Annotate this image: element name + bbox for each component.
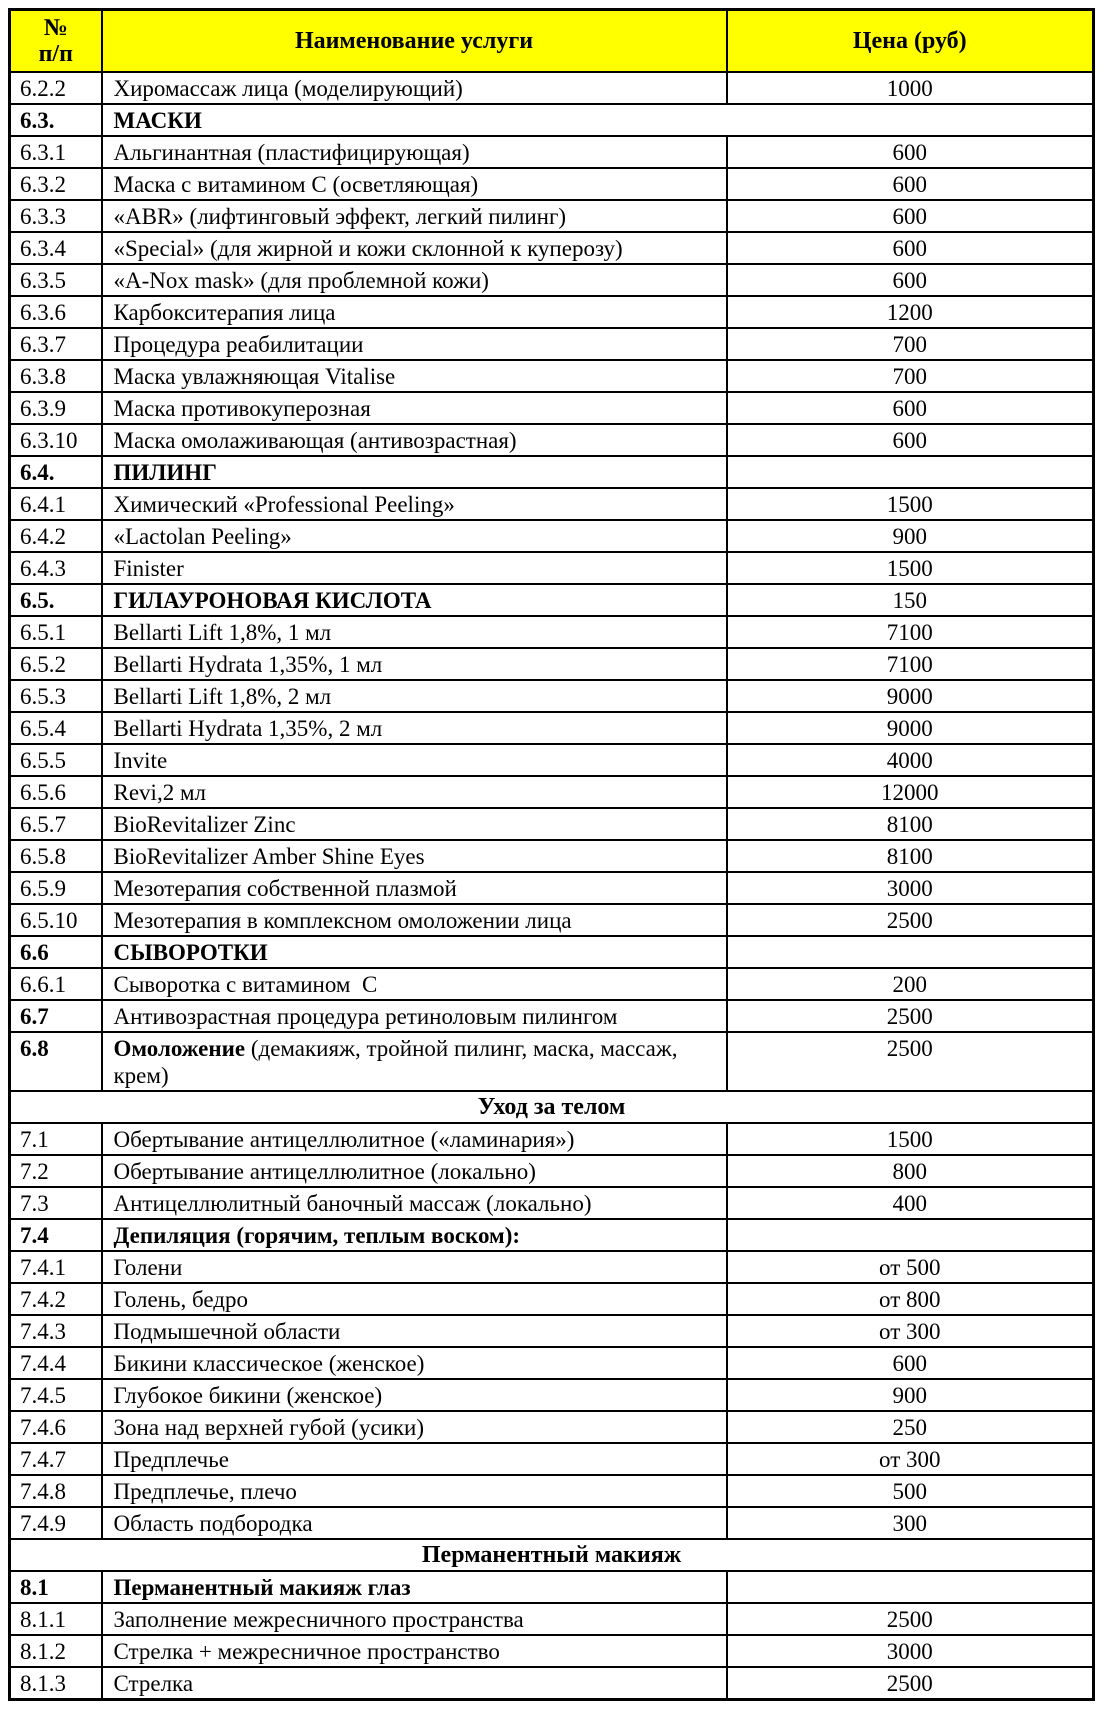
table-row [10, 936, 1094, 968]
row-number-cell: 7.4.5 [10, 1379, 102, 1411]
table-row [10, 840, 1094, 872]
table-row [10, 1315, 1094, 1347]
service-name-cell: Зона над верхней губой (усики) [102, 1411, 727, 1443]
row-number-cell: 7.4.4 [10, 1347, 102, 1379]
table-row [10, 296, 1094, 328]
price-cell: 600 [727, 200, 1094, 232]
price-cell: 8100 [727, 840, 1094, 872]
price-cell: 2500 [727, 1032, 1094, 1091]
table-row [10, 648, 1094, 680]
service-name-cell: Антивозрастная процедура ретиноловым пилингом [102, 1000, 727, 1032]
price-cell: 600 [727, 168, 1094, 200]
row-number-cell: 7.4.1 [10, 1251, 102, 1283]
table-row [10, 1032, 1094, 1091]
service-name-bold-part: Омоложение [113, 1036, 246, 1061]
price-cell: 600 [727, 136, 1094, 168]
row-number-cell: 7.3 [10, 1187, 102, 1219]
row-number-cell: 6.5.9 [10, 872, 102, 904]
price-cell: 2500 [727, 1603, 1094, 1635]
table-row [10, 488, 1094, 520]
service-name-cell: Омоложение (демакияж, тройной пилинг, маска, массаж, крем) [102, 1032, 727, 1091]
row-number-cell: 6.5.1 [10, 616, 102, 648]
table-row [10, 904, 1094, 936]
row-number-cell: 6.3.3 [10, 200, 102, 232]
service-name-cell: Invite [102, 744, 727, 776]
row-number-cell: 6.4.3 [10, 552, 102, 584]
service-name-cell: Предплечье, плечо [102, 1475, 727, 1507]
table-row [10, 1667, 1094, 1700]
row-number-cell: 6.5.5 [10, 744, 102, 776]
header-number-line1: № [43, 15, 68, 41]
row-number-cell: 6.5.7 [10, 808, 102, 840]
row-number-cell: 6.6.1 [10, 968, 102, 1000]
row-number-cell: 7.4.2 [10, 1283, 102, 1315]
table-row [10, 264, 1094, 296]
table-row [10, 552, 1094, 584]
price-cell: 700 [727, 360, 1094, 392]
row-number-cell: 8.1.3 [10, 1667, 102, 1700]
price-cell: 200 [727, 968, 1094, 1000]
row-number-cell: 6.5.3 [10, 680, 102, 712]
price-table-header [10, 10, 1094, 73]
row-number-cell: 6.3.5 [10, 264, 102, 296]
row-number-cell: 7.4.7 [10, 1443, 102, 1475]
row-number-cell: 6.3.1 [10, 136, 102, 168]
price-cell: 300 [727, 1507, 1094, 1539]
price-cell: 600 [727, 424, 1094, 456]
section-title: Перманентный макияж [10, 1539, 1094, 1571]
row-number-cell: 8.1 [10, 1571, 102, 1603]
price-cell: 2500 [727, 1000, 1094, 1032]
price-cell: 4000 [727, 744, 1094, 776]
table-row [10, 424, 1094, 456]
service-name-cell: BioRevitalizer Zinc [102, 808, 727, 840]
table-row [10, 1000, 1094, 1032]
service-name-cell: МАСКИ [102, 104, 1094, 136]
price-cell: 400 [727, 1187, 1094, 1219]
price-cell: 9000 [727, 680, 1094, 712]
row-number-cell: 6.3.8 [10, 360, 102, 392]
price-cell: от 800 [727, 1283, 1094, 1315]
header-cell-price: Цена (руб) [727, 10, 1094, 73]
row-number-cell: 6.3.4 [10, 232, 102, 264]
table-row [10, 136, 1094, 168]
service-name-cell: Bellarti Hydrata 1,35%, 1 мл [102, 648, 727, 680]
price-cell: 600 [727, 392, 1094, 424]
table-row [10, 520, 1094, 552]
service-name-cell: «Special» (для жирной и кожи склонной к куперозу) [102, 232, 727, 264]
price-cell: 150 [727, 584, 1094, 616]
service-name-cell: Бикини классическое (женское) [102, 1347, 727, 1379]
service-name-cell: ПИЛИНГ [102, 456, 727, 488]
header-row [10, 10, 1094, 73]
service-name-cell: Мезотерапия собственной плазмой [102, 872, 727, 904]
service-name-cell: Маска омолаживающая (антивозрастная) [102, 424, 727, 456]
price-cell: 7100 [727, 616, 1094, 648]
price-cell: 500 [727, 1475, 1094, 1507]
price-cell: 3000 [727, 872, 1094, 904]
price-cell: 7100 [727, 648, 1094, 680]
row-number-cell: 7.4.8 [10, 1475, 102, 1507]
row-number-cell: 7.4.6 [10, 1411, 102, 1443]
service-name-cell: ГИЛАУРОНОВАЯ КИСЛОТА [102, 584, 727, 616]
service-name-cell: Стрелка [102, 1667, 727, 1700]
row-number-cell: 6.5.4 [10, 712, 102, 744]
service-name-cell: Депиляция (горячим, теплым воском): [102, 1219, 727, 1251]
price-cell: 1500 [727, 1123, 1094, 1155]
price-cell: от 500 [727, 1251, 1094, 1283]
row-number-cell: 6.3. [10, 104, 102, 136]
price-table-body [10, 72, 1094, 1700]
table-row [10, 1251, 1094, 1283]
service-name-cell: Revi,2 мл [102, 776, 727, 808]
section-title: Уход за телом [10, 1091, 1094, 1123]
row-number-cell: 6.5. [10, 584, 102, 616]
service-name-cell: Обертывание антицеллюлитное (локально) [102, 1155, 727, 1187]
service-name-cell: Bellarti Lift 1,8%, 2 мл [102, 680, 727, 712]
table-row [10, 72, 1094, 104]
row-number-cell: 6.4.2 [10, 520, 102, 552]
price-cell: 8100 [727, 808, 1094, 840]
table-row [10, 616, 1094, 648]
price-cell: от 300 [727, 1443, 1094, 1475]
service-name-cell: Заполнение межресничного пространства [102, 1603, 727, 1635]
service-name-cell: «ABR» (лифтинговый эффект, легкий пилинг) [102, 200, 727, 232]
service-name-cell: СЫВОРОТКИ [102, 936, 727, 968]
row-number-cell: 6.4.1 [10, 488, 102, 520]
row-number-cell: 6.5.2 [10, 648, 102, 680]
service-name-cell: Перманентный макияж глаз [102, 1571, 727, 1603]
row-number-cell: 6.3.6 [10, 296, 102, 328]
service-name-cell: Стрелка + межресничное пространство [102, 1635, 727, 1667]
table-row [10, 1219, 1094, 1251]
row-number-cell: 6.3.10 [10, 424, 102, 456]
row-number-cell: 6.8 [10, 1032, 102, 1091]
service-name-cell: Сыворотка с витамином С [102, 968, 727, 1000]
header-cell-service-name: Наименование услуги [102, 10, 727, 73]
service-name-cell: Обертывание антицеллюлитное («ламинария») [102, 1123, 727, 1155]
table-row [10, 1635, 1094, 1667]
table-row [10, 232, 1094, 264]
row-number-cell: 7.2 [10, 1155, 102, 1187]
price-cell: 1500 [727, 488, 1094, 520]
service-name-cell: BioRevitalizer Amber Shine Eyes [102, 840, 727, 872]
price-cell [727, 456, 1094, 488]
price-cell: 1000 [727, 72, 1094, 104]
table-row [10, 776, 1094, 808]
table-row [10, 1411, 1094, 1443]
row-number-cell: 6.3.9 [10, 392, 102, 424]
service-name-cell: Маска с витамином С (осветляющая) [102, 168, 727, 200]
service-name-cell: Хиромассаж лица (моделирующий) [102, 72, 727, 104]
price-cell: 3000 [727, 1635, 1094, 1667]
price-cell: 900 [727, 520, 1094, 552]
service-name-cell: Подмышечной области [102, 1315, 727, 1347]
price-cell [727, 1219, 1094, 1251]
table-row [10, 680, 1094, 712]
table-row [10, 1507, 1094, 1539]
price-cell [727, 936, 1094, 968]
service-name-cell: Альгинантная (пластифицирующая) [102, 136, 727, 168]
price-cell: 1200 [727, 296, 1094, 328]
service-name-cell: Маска увлажняющая Vitalise [102, 360, 727, 392]
row-number-cell: 6.5.10 [10, 904, 102, 936]
row-number-cell: 6.2.2 [10, 72, 102, 104]
row-number-cell: 7.4.9 [10, 1507, 102, 1539]
table-row [10, 1123, 1094, 1155]
row-number-cell: 7.1 [10, 1123, 102, 1155]
table-row [10, 104, 1094, 136]
price-cell: 9000 [727, 712, 1094, 744]
service-name-cell: Химический «Professional Peeling» [102, 488, 727, 520]
header-cell-number [10, 10, 102, 73]
service-name-cell: Finister [102, 552, 727, 584]
price-cell: 800 [727, 1155, 1094, 1187]
price-cell: 900 [727, 1379, 1094, 1411]
service-name-cell: Bellarti Lift 1,8%, 1 мл [102, 616, 727, 648]
row-number-cell: 6.7 [10, 1000, 102, 1032]
price-cell: 2500 [727, 904, 1094, 936]
table-row [10, 168, 1094, 200]
price-cell: 1500 [727, 552, 1094, 584]
table-row [10, 1379, 1094, 1411]
price-cell: 250 [727, 1411, 1094, 1443]
service-name-cell: «Lactolan Peeling» [102, 520, 727, 552]
row-number-cell: 8.1.1 [10, 1603, 102, 1635]
price-cell: 600 [727, 232, 1094, 264]
price-table [8, 8, 1095, 1701]
service-name-cell: Процедура реабилитации [102, 328, 727, 360]
table-row [10, 744, 1094, 776]
row-number-cell: 6.3.7 [10, 328, 102, 360]
row-number-cell: 6.5.6 [10, 776, 102, 808]
table-row [10, 1475, 1094, 1507]
row-number-cell: 6.6 [10, 936, 102, 968]
table-row [10, 456, 1094, 488]
service-name-cell: «A-Nox mask» (для проблемной кожи) [102, 264, 727, 296]
table-row [10, 1603, 1094, 1635]
service-name-cell: Голени [102, 1251, 727, 1283]
service-name-cell: Предплечье [102, 1443, 727, 1475]
price-cell: от 300 [727, 1315, 1094, 1347]
price-cell: 12000 [727, 776, 1094, 808]
price-cell: 600 [727, 1347, 1094, 1379]
table-row [10, 1443, 1094, 1475]
header-number-line2: п/п [38, 41, 73, 67]
table-row [10, 200, 1094, 232]
table-row [10, 392, 1094, 424]
row-number-cell: 8.1.2 [10, 1635, 102, 1667]
table-row [10, 1187, 1094, 1219]
price-cell [727, 1571, 1094, 1603]
price-cell: 700 [727, 328, 1094, 360]
table-row [10, 1155, 1094, 1187]
row-number-cell: 7.4 [10, 1219, 102, 1251]
service-name-cell: Мезотерапия в комплексном омоложении лица [102, 904, 727, 936]
service-name-cell: Глубокое бикини (женское) [102, 1379, 727, 1411]
table-row [10, 1571, 1094, 1603]
price-cell: 2500 [727, 1667, 1094, 1700]
service-name-cell: Область подбородка [102, 1507, 727, 1539]
section-header-row [10, 1539, 1094, 1571]
table-row [10, 584, 1094, 616]
table-row [10, 360, 1094, 392]
service-name-cell: Голень, бедро [102, 1283, 727, 1315]
table-row [10, 1347, 1094, 1379]
table-row [10, 328, 1094, 360]
price-cell: 600 [727, 264, 1094, 296]
row-number-cell: 7.4.3 [10, 1315, 102, 1347]
service-name-cell: Карбокситерапия лица [102, 296, 727, 328]
table-row [10, 808, 1094, 840]
row-number-cell: 6.4. [10, 456, 102, 488]
table-row [10, 968, 1094, 1000]
service-name-cell: Антицеллюлитный баночный массаж (локально) [102, 1187, 727, 1219]
service-name-cell: Bellarti Hydrata 1,35%, 2 мл [102, 712, 727, 744]
row-number-cell: 6.3.2 [10, 168, 102, 200]
section-header-row [10, 1091, 1094, 1123]
row-number-cell: 6.5.8 [10, 840, 102, 872]
table-row [10, 712, 1094, 744]
service-name-cell: Маска противокуперозная [102, 392, 727, 424]
table-row [10, 872, 1094, 904]
table-row [10, 1283, 1094, 1315]
